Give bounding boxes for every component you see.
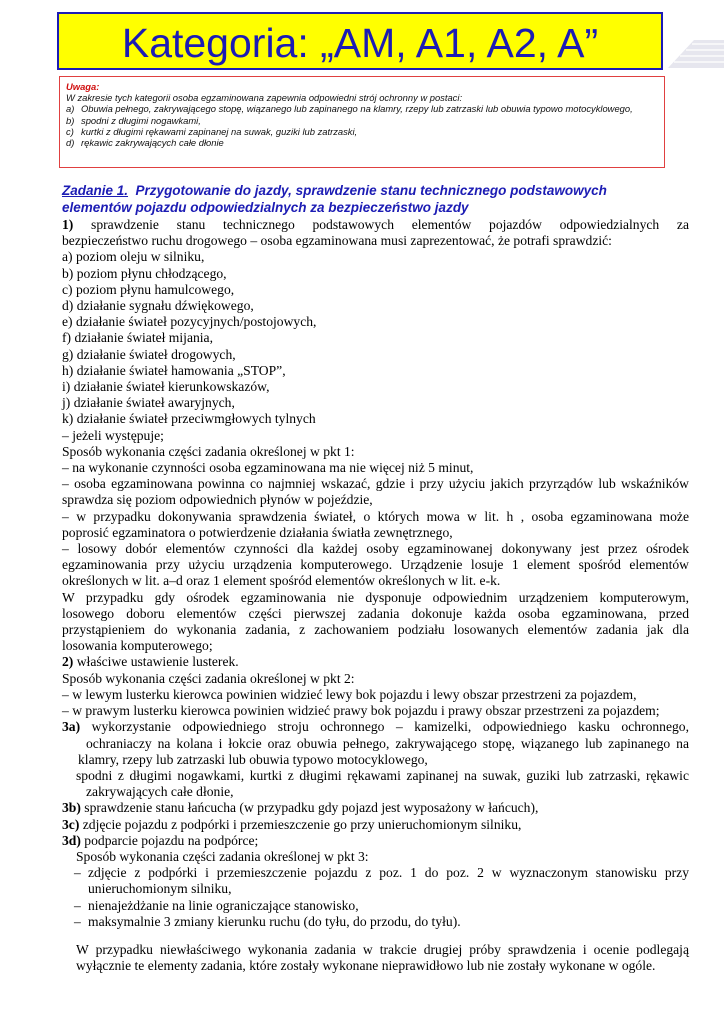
- method-line: – w lewym lusterku kierowca powinien widzieć lewy bok pojazdu i lewy obszar przestrzeni za pojazdem,: [62, 686, 637, 702]
- method-line: przystąpieniem do wykonania zadania, z zachowaniem podziału losowanych elementów zadania jak dla: [62, 622, 689, 638]
- check-item: e) działanie świateł pozycyjnych/postojowych,: [62, 314, 317, 330]
- task-heading: [62, 183, 662, 216]
- note-item: a) Obuwia pełnego, zakrywającego stopę, wiązanego lub zapinanego na klamry, rzepy lub zatrzaski lub obuwia typowo motocyklowego,: [66, 103, 633, 115]
- paragraph-3a-line: zakrywających całe dłonie,: [86, 784, 234, 800]
- check-item: f) działanie świateł mijania,: [62, 330, 213, 346]
- note-item: d) rękawic zakrywających całe dłonie: [66, 137, 224, 149]
- method-bullet: – nienajeżdżanie na linie ograniczające stanowisko,: [74, 897, 359, 913]
- method-line: – na wykonanie czynności osoba egzaminowana ma nie więcej niż 5 minut,: [62, 460, 474, 476]
- method-line: określonych w lit. a–d oraz 1 element spośród elementów określonych w lit. e-k.: [62, 573, 501, 589]
- final-note-line: W przypadku niewłaściwego wykonania zadania w trakcie drugiej próby sprawdzenia i ocenie podlegają: [76, 941, 689, 957]
- paragraph-1-line: 1) sprawdzenie stanu technicznego podstawowych elementów pojazdów odpowiedzialnych za: [62, 217, 689, 232]
- method-line: sprawdza się poziom odpowiednich płynów w pojeździe,: [62, 492, 373, 508]
- title-banner: [57, 12, 663, 70]
- check-item: d) działanie sygnału dźwiękowego,: [62, 298, 254, 314]
- method-heading: Sposób wykonania części zadania określonej w pkt 1:: [62, 443, 355, 459]
- method-bullet: – zdjęcie z podpórki i przemieszczenie pojazdu z poz. 1 do poz. 2 w wyznaczonym stanowisku przy: [74, 865, 689, 881]
- task-title: Przygotowanie do jazdy, sprawdzenie stanu technicznego podstawowych elementów pojazdu odpowiedzialnych za bezpieczeństwo jazdy: [62, 183, 607, 215]
- method-line: losowania komputerowego;: [62, 638, 213, 654]
- paragraph-3a-line: spodni z długimi nogawkami, kurtki z długimi rękawami zapinanej na suwak, guziki lub zatrzaski, rękawic: [76, 767, 689, 783]
- method-heading: Sposób wykonania części zadania określonej w pkt 2:: [62, 670, 355, 686]
- paragraph-1-line: bezpieczeństwo ruchu drogowego – osoba egzaminowana musi zaprezentować, że potrafi sprawdzić:: [62, 233, 612, 249]
- check-item: k) działanie świateł przeciwmgłowych tylnych: [62, 411, 316, 427]
- paragraph-3c: 3c) zdjęcie pojazdu z podpórki i przemieszczenie go przy unieruchomionym silniku,: [62, 816, 522, 832]
- paragraph-3a-line: 3a) wykorzystanie odpowiedniego stroju ochronnego – kamizelki, odpowiedniego kasku ochronnego,: [62, 719, 689, 735]
- method-line: losowego doboru elementów części pierwszej zadania dokonuje każda osoba egzaminowana, przed: [62, 605, 689, 621]
- method-line: – w prawym lusterku kierowca powinien widzieć prawy bok pojazdu i prawy obszar przestrzeni za pojazdem;: [62, 703, 660, 719]
- method-line: – w przypadku dokonywania sprawdzenia świateł, o których mowa w lit. h , osoba egzaminowana może: [62, 508, 689, 524]
- check-item: – jeżeli występuje;: [62, 427, 164, 443]
- check-item: c) poziom płynu hamulcowego,: [62, 281, 235, 297]
- note-item: b) spodni z długimi nogawkami,: [66, 114, 201, 126]
- method-line: poprosić egzaminatora o potwierdzenie działania światła zewnętrznego,: [62, 524, 453, 540]
- method-bullet-cont: unieruchomionym silniku,: [88, 881, 232, 897]
- final-note-line: wyłącznie te elementy zadania, które zostały wykonane nieprawidłowo lub nie zostały wykonane w ogóle.: [76, 958, 656, 974]
- check-item: g) działanie świateł drogowych,: [62, 346, 236, 362]
- paragraph-2: 2) właściwe ustawienie lusterek.: [62, 654, 239, 670]
- check-item: h) działanie świateł hamowania „STOP”,: [62, 362, 286, 378]
- method-line: – losowy dobór elementów czynności dla każdej osoby egzaminowanej dokonywany jest przez ośrodek: [62, 541, 689, 557]
- task-label: Zadanie 1.: [62, 183, 129, 198]
- check-item: b) poziom płynu chłodzącego,: [62, 265, 227, 281]
- method-heading: Sposób wykonania części zadania określonej w pkt 3:: [76, 848, 369, 864]
- check-item: a) poziom oleju w silniku,: [62, 249, 205, 265]
- check-item: j) działanie świateł awaryjnych,: [62, 395, 235, 411]
- method-bullet: – maksymalnie 3 zmiany kierunku ruchu (do tyłu, do przodu, do tyłu).: [74, 913, 461, 929]
- note-label: Uwaga:: [66, 81, 100, 92]
- method-line: – osoba egzaminowana powinna co najmniej wskazać, gdzie i przy użyciu jakich przyrządów lub wskaźników: [62, 476, 689, 492]
- page-title: Kategoria: „AM, A1, A2, A”: [121, 20, 599, 66]
- paragraph-3d: 3d) podparcie pojazdu na podpórce;: [62, 832, 259, 848]
- check-item: i) działanie świateł kierunkowskazów,: [62, 379, 270, 395]
- task-body: [62, 217, 689, 974]
- method-line: egzaminowania przy użyciu urządzenia komputerowego. Urządzenie losuje 1 element spośród elementów: [62, 557, 689, 573]
- note-item: c) kurtki z długimi rękawami zapinanej na suwak, guziki lub zatrzaski,: [66, 125, 358, 137]
- corner-decoration: [668, 40, 724, 68]
- note-intro: W zakresie tych kategorii osoba egzaminowana zapewnia odpowiedni strój ochronny w postaci:: [66, 92, 463, 104]
- method-line: W przypadku gdy ośrodek egzaminowania nie dysponuje odpowiednim urządzeniem komputerowym,: [62, 589, 689, 605]
- paragraph-3a-line: klamry, rzepy lub zatrzaski lub obuwia typowo motocyklowego,: [78, 751, 428, 767]
- paragraph-3b: 3b) sprawdzenie stanu łańcucha (w przypadku gdy pojazd jest wyposażony w łańcuch),: [62, 800, 539, 816]
- note-box: [59, 76, 665, 168]
- paragraph-3a-line: ochraniaczy na kolana i łokcie oraz obuwia pełnego, zakrywającego stopę, wiązanego lub zapinanego na: [86, 735, 689, 751]
